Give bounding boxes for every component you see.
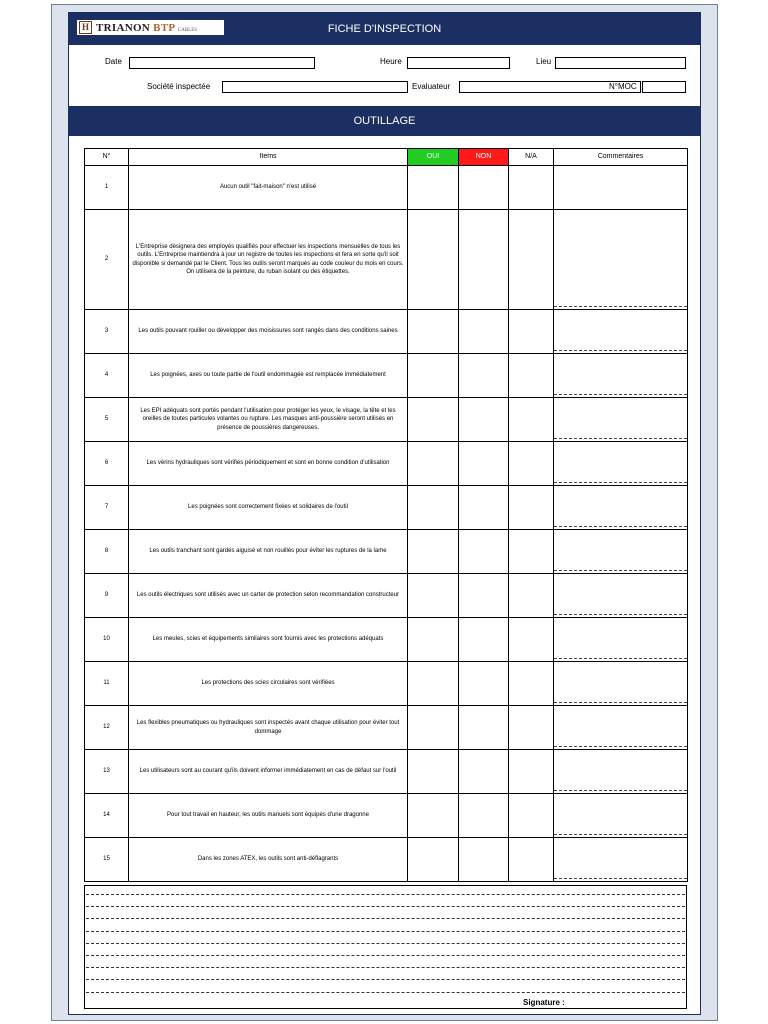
comment-cell[interactable] xyxy=(554,750,688,794)
comment-cell[interactable] xyxy=(554,354,688,398)
non-cell[interactable] xyxy=(459,398,509,442)
row-number: 4 xyxy=(85,354,129,398)
na-cell[interactable] xyxy=(509,398,554,442)
non-cell[interactable] xyxy=(459,486,509,530)
societe-field[interactable] xyxy=(222,81,408,93)
comment-cell[interactable] xyxy=(554,618,688,662)
non-cell[interactable] xyxy=(459,838,509,882)
row-item: Les meules, scies et équipements similaires sont fournis avec les protections adéquats xyxy=(129,618,408,662)
comment-line xyxy=(554,878,687,879)
non-cell[interactable] xyxy=(459,210,509,310)
row-number: 13 xyxy=(85,750,129,794)
table-row xyxy=(85,354,688,398)
comment-line xyxy=(554,526,687,527)
table-row xyxy=(85,750,688,794)
oui-cell[interactable] xyxy=(408,750,459,794)
lieu-field[interactable] xyxy=(555,57,686,69)
oui-cell[interactable] xyxy=(408,398,459,442)
row-item: Les flexibles pneumatiques ou hydrauliques sont inspectés avant chaque utilisation pour éviter tout dommage xyxy=(129,706,408,750)
date-field[interactable] xyxy=(129,57,315,69)
na-cell[interactable] xyxy=(509,618,554,662)
comment-cell[interactable] xyxy=(554,398,688,442)
col-header-na: N/A xyxy=(509,149,554,166)
non-cell[interactable] xyxy=(459,706,509,750)
non-cell[interactable] xyxy=(459,750,509,794)
inspection-sheet xyxy=(68,12,701,1015)
na-cell[interactable] xyxy=(509,310,554,354)
na-cell[interactable] xyxy=(509,166,554,210)
comment-cell[interactable] xyxy=(554,486,688,530)
oui-cell[interactable] xyxy=(408,486,459,530)
non-cell[interactable] xyxy=(459,574,509,618)
comment-cell[interactable] xyxy=(554,794,688,838)
comment-cell[interactable] xyxy=(554,442,688,486)
comment-line xyxy=(554,834,687,835)
col-header-items: Items xyxy=(129,149,408,166)
oui-cell[interactable] xyxy=(408,442,459,486)
row-number: 7 xyxy=(85,486,129,530)
oui-cell[interactable] xyxy=(408,618,459,662)
header-band xyxy=(69,13,700,45)
page-title: FICHE D'INSPECTION xyxy=(327,23,442,35)
oui-cell[interactable] xyxy=(408,530,459,574)
heure-label: Heure xyxy=(380,57,402,66)
remark-line xyxy=(86,906,685,907)
lieu-label: Lieu xyxy=(536,57,552,66)
non-cell[interactable] xyxy=(459,662,509,706)
oui-cell[interactable] xyxy=(408,794,459,838)
comment-line xyxy=(554,350,687,351)
comment-line xyxy=(554,306,687,307)
non-cell[interactable] xyxy=(459,166,509,210)
comment-line xyxy=(554,658,687,659)
comment-line xyxy=(554,790,687,791)
logo-name: TRIANON xyxy=(96,21,151,34)
na-cell[interactable] xyxy=(509,530,554,574)
checklist-table xyxy=(84,148,688,882)
row-number: 2 xyxy=(85,210,129,310)
table-header-row xyxy=(85,149,688,166)
company-logo xyxy=(77,20,224,35)
comment-line xyxy=(554,614,687,615)
table-row xyxy=(85,706,688,750)
na-cell[interactable] xyxy=(509,354,554,398)
comment-line xyxy=(554,570,687,571)
logo-name-accent: BTP xyxy=(153,21,175,34)
row-item: Les EPI adéquats sont portés pendant l'utilisation pour protéger les yeux, le visage, la tête et les oreilles de toutes particules volantes ou rupture. Les masques anti-poussière seront utilisés en présence de poussières dangereuses. xyxy=(129,398,408,442)
non-cell[interactable] xyxy=(459,442,509,486)
col-header-oui: OUI xyxy=(408,149,459,166)
oui-cell[interactable] xyxy=(408,574,459,618)
table-row xyxy=(85,530,688,574)
non-cell[interactable] xyxy=(459,530,509,574)
section-title: OUTILLAGE xyxy=(353,115,416,127)
remark-line xyxy=(86,943,685,944)
row-item: Les poignées sont correctement fixées et solidaires de l'outil xyxy=(129,486,408,530)
non-cell[interactable] xyxy=(459,310,509,354)
na-cell[interactable] xyxy=(509,486,554,530)
row-item: Les outils électriques sont utilisés avec un carter de protection selon recommandation constructeur xyxy=(129,574,408,618)
oui-cell[interactable] xyxy=(408,310,459,354)
signature-label: Signature : xyxy=(523,998,565,1007)
row-number: 12 xyxy=(85,706,129,750)
row-item: Les vérins hydrauliques sont vérifiés périodiquement et sont en bonne condition d'utilisation xyxy=(129,442,408,486)
table-row xyxy=(85,574,688,618)
comment-cell[interactable] xyxy=(554,662,688,706)
row-number: 3 xyxy=(85,310,129,354)
remarks-area[interactable] xyxy=(84,885,687,1009)
table-row xyxy=(85,838,688,882)
non-cell[interactable] xyxy=(459,794,509,838)
table-row xyxy=(85,210,688,310)
row-number: 11 xyxy=(85,662,129,706)
comment-line xyxy=(554,394,687,395)
comment-line xyxy=(554,482,687,483)
comment-line xyxy=(554,702,687,703)
oui-cell[interactable] xyxy=(408,662,459,706)
na-cell[interactable] xyxy=(509,662,554,706)
table-row xyxy=(85,166,688,210)
na-cell[interactable] xyxy=(509,750,554,794)
non-cell[interactable] xyxy=(459,354,509,398)
na-cell[interactable] xyxy=(509,794,554,838)
remark-line xyxy=(86,894,685,895)
row-item: Les outils pouvant rouiller ou développer des moisissures sont rangés dans des conditions saines xyxy=(129,310,408,354)
na-cell[interactable] xyxy=(509,574,554,618)
remark-line xyxy=(86,979,685,980)
comment-line xyxy=(554,438,687,439)
row-number: 14 xyxy=(85,794,129,838)
table-row xyxy=(85,442,688,486)
na-cell[interactable] xyxy=(509,706,554,750)
row-item: Dans les zones ATEX, les outils sont anti-déflagrants xyxy=(129,838,408,882)
na-cell[interactable] xyxy=(509,442,554,486)
logo-mark-icon: H xyxy=(79,21,92,34)
comment-cell[interactable] xyxy=(554,530,688,574)
row-item: Les utilisateurs sont au courant qu'ils doivent informer immédiatement en cas de défaut sur l'outil xyxy=(129,750,408,794)
comment-cell[interactable] xyxy=(554,210,688,310)
comment-cell[interactable] xyxy=(554,310,688,354)
row-item: Aucun outil "fait-maison" n'est utilisé xyxy=(129,166,408,210)
na-cell[interactable] xyxy=(509,210,554,310)
date-label: Date xyxy=(105,57,122,66)
comment-cell[interactable] xyxy=(554,574,688,618)
remark-line xyxy=(86,992,685,993)
oui-cell[interactable] xyxy=(408,706,459,750)
evaluateur-label: Evaluateur xyxy=(412,82,451,91)
remark-line xyxy=(86,931,685,932)
comment-cell[interactable] xyxy=(554,166,688,210)
moc-label: N°MOC xyxy=(609,82,637,91)
oui-cell[interactable] xyxy=(408,166,459,210)
oui-cell[interactable] xyxy=(408,210,459,310)
col-header-non: NON xyxy=(459,149,509,166)
row-item: Pour tout travail en hauteur, les outils manuels sont équipés d'une dragonne xyxy=(129,794,408,838)
page-background xyxy=(51,4,718,1021)
societe-label: Société inspectée xyxy=(147,82,211,91)
row-item: Les poignées, axes ou toute partie de l'outil endommagée est remplacée immédiatement xyxy=(129,354,408,398)
table-row xyxy=(85,310,688,354)
table-row xyxy=(85,486,688,530)
remark-line xyxy=(86,955,685,956)
na-cell[interactable] xyxy=(509,838,554,882)
oui-cell[interactable] xyxy=(408,838,459,882)
comment-line xyxy=(554,746,687,747)
heure-field[interactable] xyxy=(407,57,510,69)
section-band xyxy=(69,106,700,136)
logo-name-small: CABLES xyxy=(177,27,198,33)
comment-cell[interactable] xyxy=(554,706,688,750)
col-header-num: N° xyxy=(85,149,129,166)
moc-field[interactable] xyxy=(642,81,686,93)
comment-cell[interactable] xyxy=(554,838,688,882)
remark-line xyxy=(86,918,685,919)
row-item: Les protections des scies circulaires sont vérifiées xyxy=(129,662,408,706)
table-row xyxy=(85,618,688,662)
row-number: 6 xyxy=(85,442,129,486)
row-number: 8 xyxy=(85,530,129,574)
logo-text xyxy=(96,22,197,34)
table-row xyxy=(85,794,688,838)
row-number: 5 xyxy=(85,398,129,442)
row-item: L'Entreprise désignera des employés qualifiés pour effectuer les inspections mensuelles de tous les outils. L'Entreprise maintiendra à jour un registre de toutes les inspections et fera en sorte qu'il soit disponible si demandé par le Client. Tous les outils seront marqués au code couleur du mois en cours. On utilisera de la peinture, du ruban isolant ou des étiquettes. xyxy=(129,210,408,310)
row-item: Les outils tranchant sont gardés aiguisé et non rouillés pour éviter les ruptures de la lame xyxy=(129,530,408,574)
remark-line xyxy=(86,967,685,968)
row-number: 9 xyxy=(85,574,129,618)
non-cell[interactable] xyxy=(459,618,509,662)
oui-cell[interactable] xyxy=(408,354,459,398)
row-number: 15 xyxy=(85,838,129,882)
table-row xyxy=(85,398,688,442)
col-header-comments: Commentaires xyxy=(554,149,688,166)
row-number: 1 xyxy=(85,166,129,210)
row-number: 10 xyxy=(85,618,129,662)
table-row xyxy=(85,662,688,706)
